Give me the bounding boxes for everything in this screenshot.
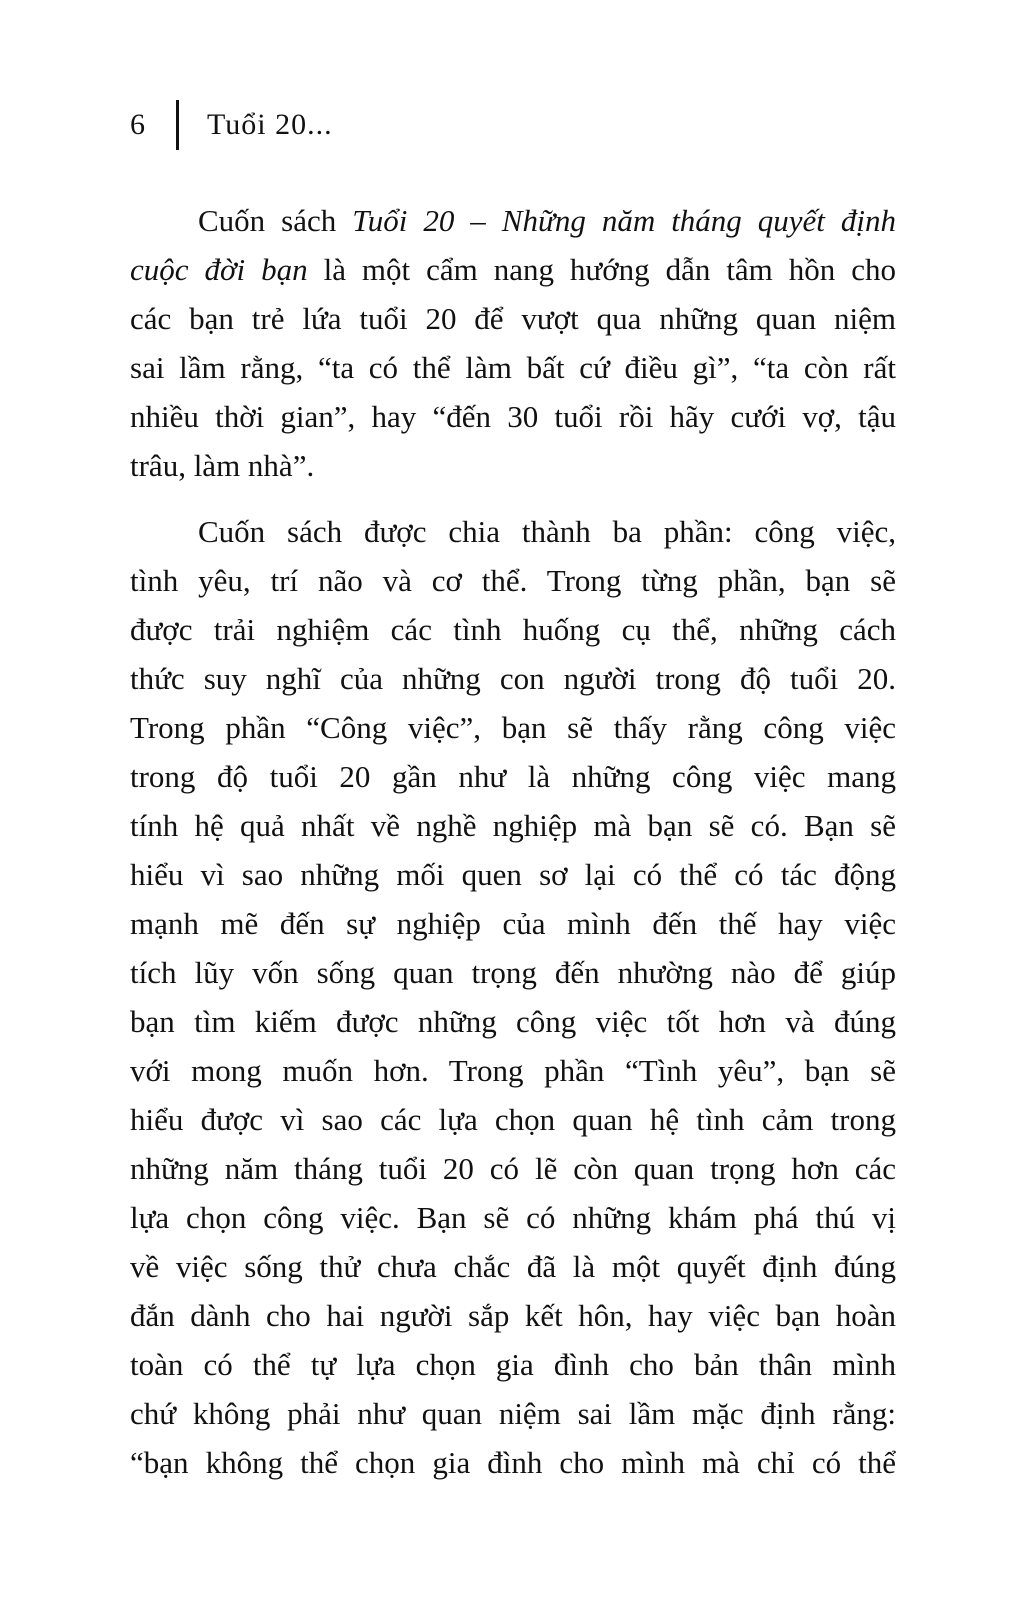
text-line: mạnh mẽ đến sự nghiệp của mình đến thế hay việc (130, 906, 896, 941)
text-line: về việc sống thử chưa chắc đã là một quyết định đúng (130, 1249, 896, 1284)
text-line: Cuốn sách được chia thành ba phần: công việc, (198, 514, 896, 549)
text-line: Cuốn sách Tuổi 20 – Những năm tháng quyết định (198, 203, 896, 238)
paragraph (130, 196, 896, 490)
text-line: được trải nghiệm các tình huống cụ thể, những cách (130, 612, 896, 647)
text-line: trong độ tuổi 20 gần như là những công việc mang (130, 759, 896, 794)
text-line: với mong muốn hơn. Trong phần “Tình yêu”, bạn sẽ (130, 1053, 896, 1088)
text-line: tình yêu, trí não và cơ thể. Trong từng phần, bạn sẽ (130, 563, 896, 598)
text-line: đắn dành cho hai người sắp kết hôn, hay việc bạn hoàn (130, 1298, 896, 1333)
paragraph (130, 507, 896, 1487)
text-line: bạn tìm kiếm được những công việc tốt hơn và đúng (130, 1004, 896, 1039)
text-line: cuộc đời bạn là một cẩm nang hướng dẫn tâm hồn cho (130, 252, 896, 287)
text-line: toàn có thể tự lựa chọn gia đình cho bản thân mình (130, 1347, 896, 1382)
text-line: trâu, làm nhà”. (130, 448, 315, 483)
page-header (130, 98, 896, 152)
text-line: chứ không phải như quan niệm sai lầm mặc định rằng: (130, 1396, 896, 1431)
body-text (130, 196, 896, 1487)
text-line: “bạn không thể chọn gia đình cho mình mà chỉ có thể (130, 1445, 896, 1480)
text-line: tính hệ quả nhất về nghề nghiệp mà bạn sẽ có. Bạn sẽ (130, 808, 896, 843)
running-title: Tuổi 20... (207, 108, 333, 141)
text-line: những năm tháng tuổi 20 có lẽ còn quan trọng hơn các (130, 1151, 896, 1186)
text-line: sai lầm rằng, “ta có thể làm bất cứ điều gì”, “ta còn rất (130, 350, 896, 385)
page-number: 6 (130, 108, 146, 141)
text-line: các bạn trẻ lứa tuổi 20 để vượt qua những quan niệm (130, 301, 896, 336)
text-line: nhiều thời gian”, hay “đến 30 tuổi rồi hãy cưới vợ, tậu (130, 399, 896, 434)
book-page (130, 98, 896, 1487)
text-line: hiểu vì sao những mối quen sơ lại có thể có tác động (130, 857, 896, 892)
text-line: tích lũy vốn sống quan trọng đến nhường nào để giúp (130, 955, 896, 990)
text-line: lựa chọn công việc. Bạn sẽ có những khám phá thú vị (130, 1200, 896, 1235)
text-line: Trong phần “Công việc”, bạn sẽ thấy rằng công việc (130, 710, 896, 745)
text-line: hiểu được vì sao các lựa chọn quan hệ tình cảm trong (130, 1102, 896, 1137)
text-line: thức suy nghĩ của những con người trong độ tuổi 20. (130, 661, 896, 696)
header-divider (176, 100, 179, 150)
